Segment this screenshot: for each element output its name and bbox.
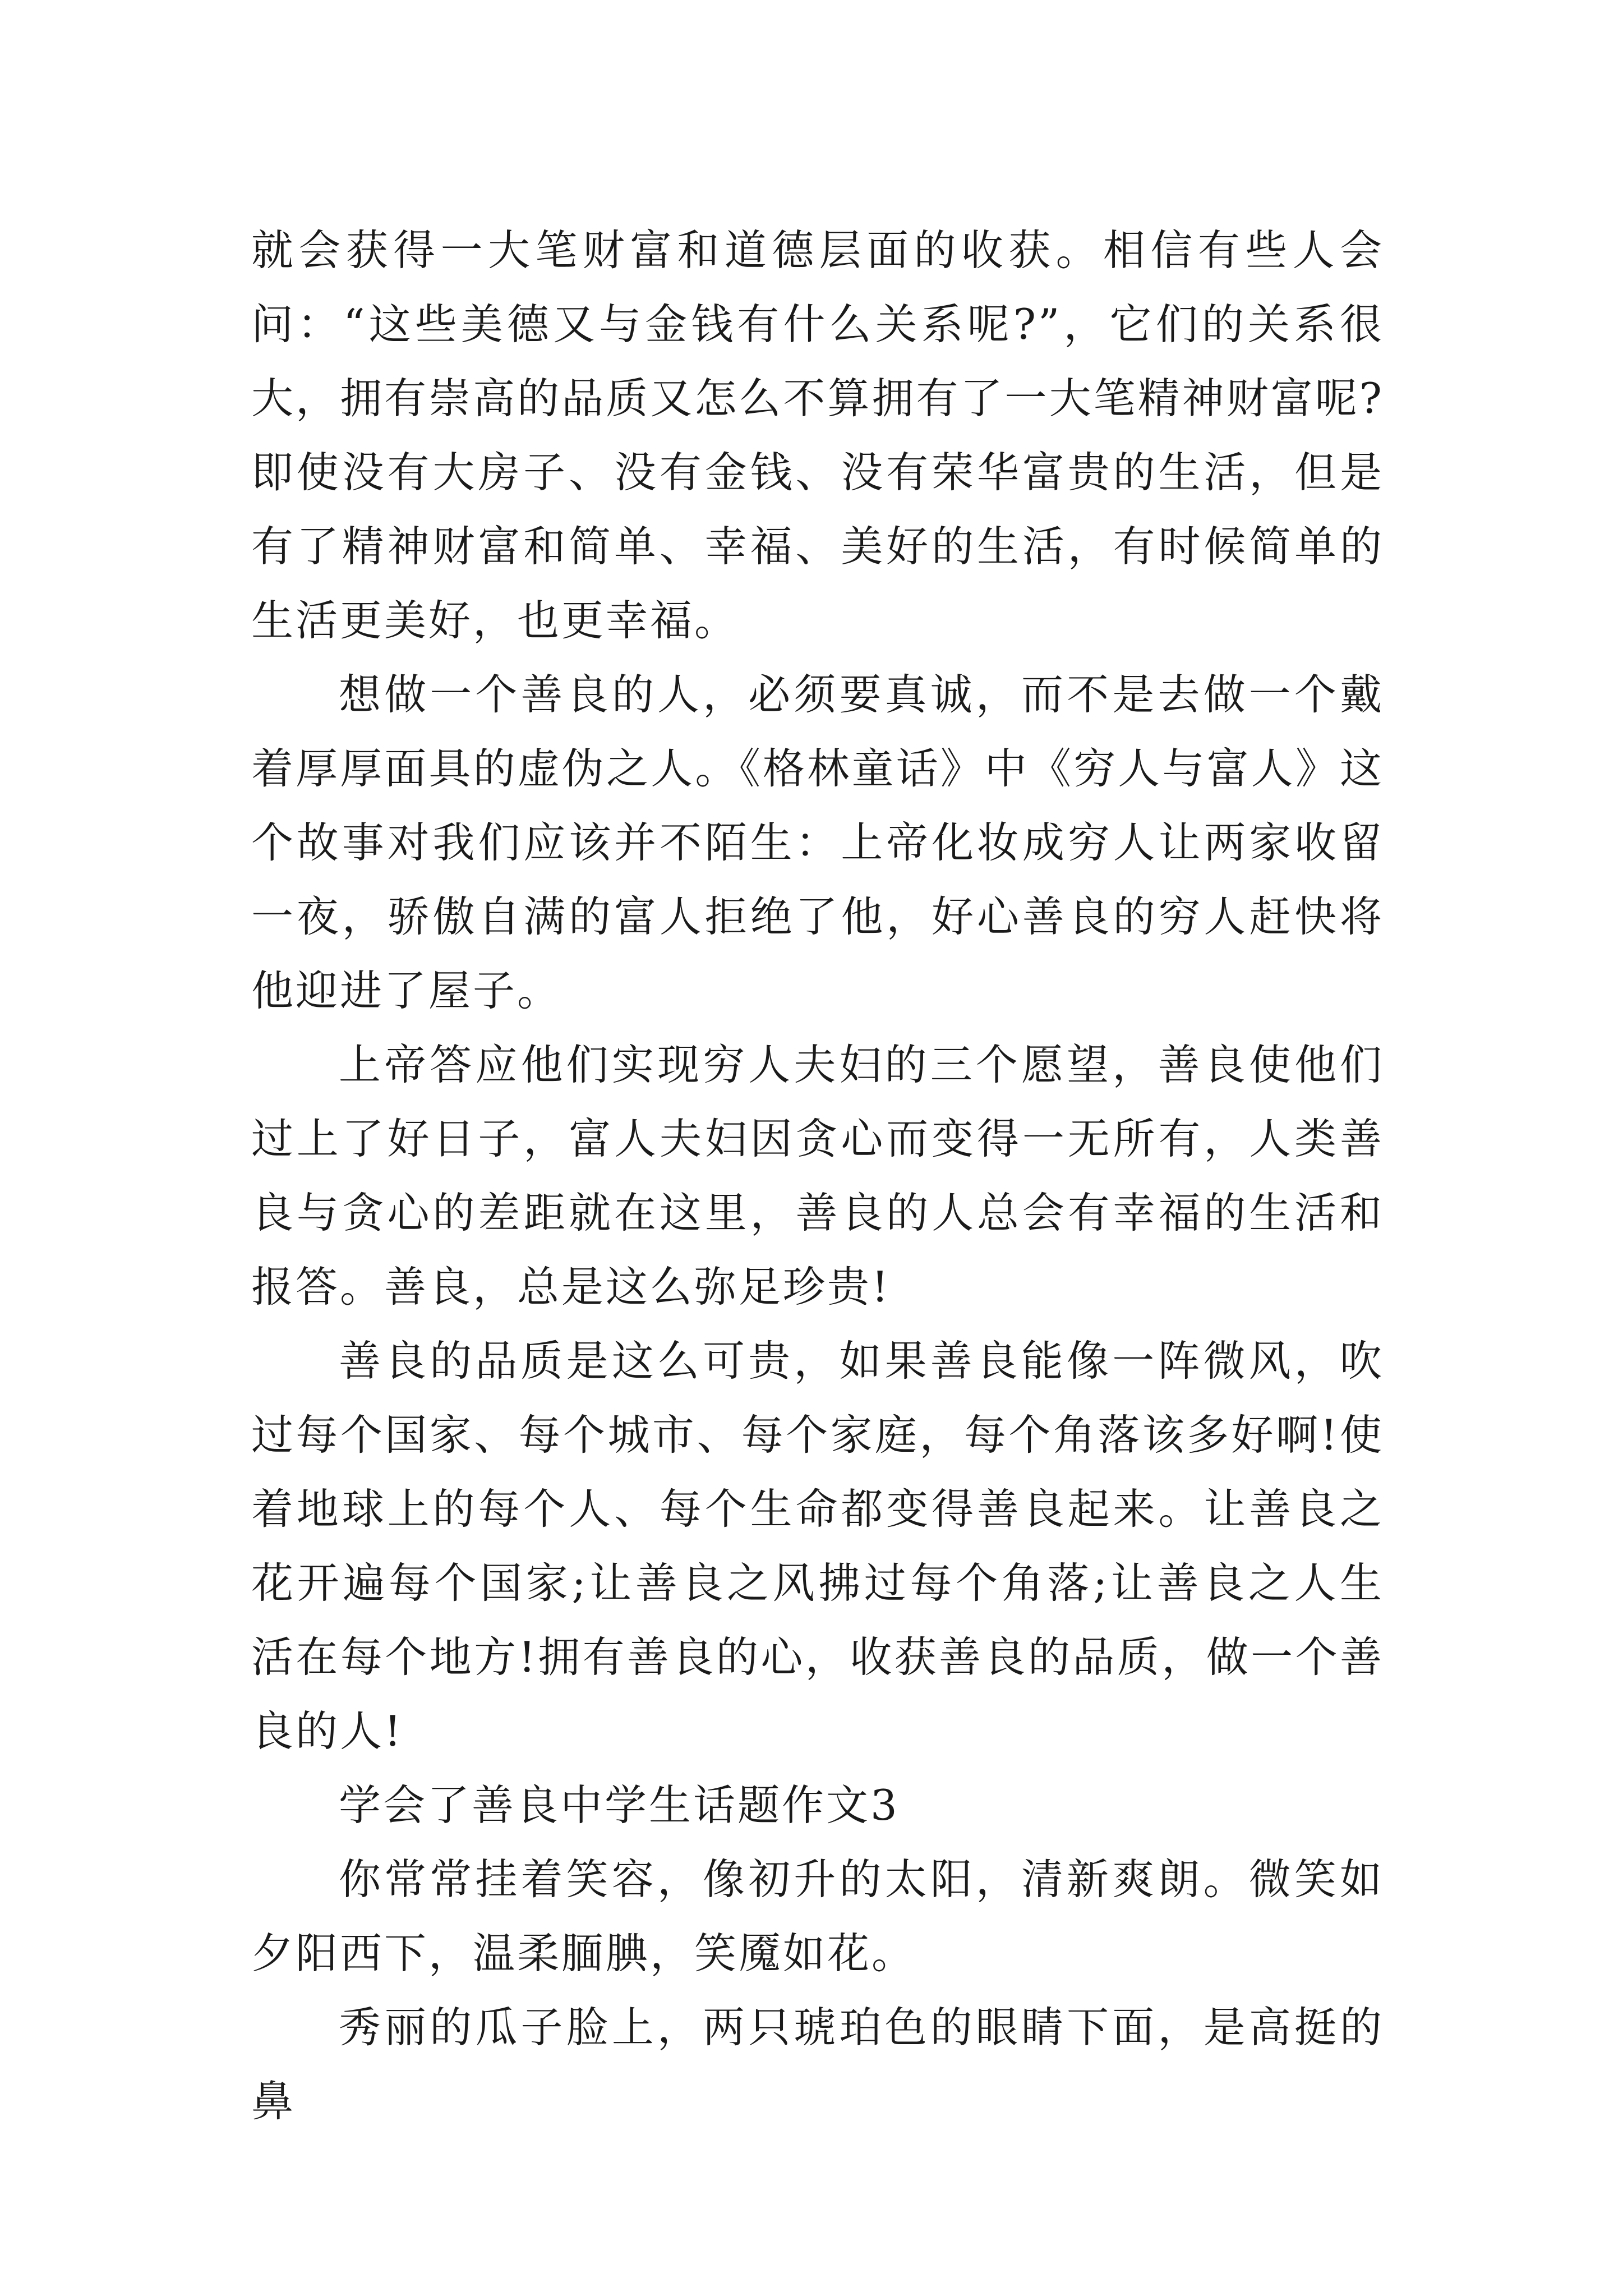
paragraph-6: 秀丽的瓜子脸上，两只琥珀色的眼睛下面，是高挺的鼻 (251, 2003, 1384, 2126)
paragraph-2: 想做一个善良的人，必须要真诚，而不是去做一个戴着厚厚面具的虚伪之人。《格林童话》中《穷人与富人》这个故事对我们应该并不陌生：上帝化妆成穷人让两家收留一夜，骄傲自满的富人拒绝了他，好心善良的穷人赶快将他迎进了屋子。 (251, 670, 1384, 1015)
paragraph-5: 你常常挂着笑容，像初升的太阳，清新爽朗。微笑如夕阳西下，温柔腼腆，笑魇如花。 (251, 1855, 1384, 1978)
paragraph-3: 上帝答应他们实现穷人夫妇的三个愿望，善良使他们过上了好日子，富人夫妇因贪心而变得一无所有，人类善良与贪心的差距就在这里，善良的人总会有幸福的生活和报答。善良，总是这么弥足珍贵! (251, 1040, 1384, 1312)
paragraph-4: 善良的品质是这么可贵，如果善良能像一阵微风，吹过每个国家、每个城市、每个家庭，每个角落该多好啊!使着地球上的每个人、每个生命都变得善良起来。让善良之花开遍每个国家;让善良之风拂过每个角落;让善良之人生活在每个地方!拥有善良的心，收获善良的品质，做一个善良的人! (251, 1336, 1384, 1756)
paragraph-1: 就会获得一大笔财富和道德层面的收获。相信有些人会问：“这些美德又与金钱有什么关系呢?”，它们的关系很大，拥有崇高的品质又怎么不算拥有了一大笔精神财富呢?即使没有大房子、没有金钱、没有荣华富贵的生活，但是有了精神财富和简单、幸福、美好的生活，有时候简单的生活更美好，也更幸福。 (251, 226, 1384, 645)
document-body (251, 213, 1384, 2138)
section-title: 学会了善良中学生话题作文3 (339, 1780, 900, 1830)
